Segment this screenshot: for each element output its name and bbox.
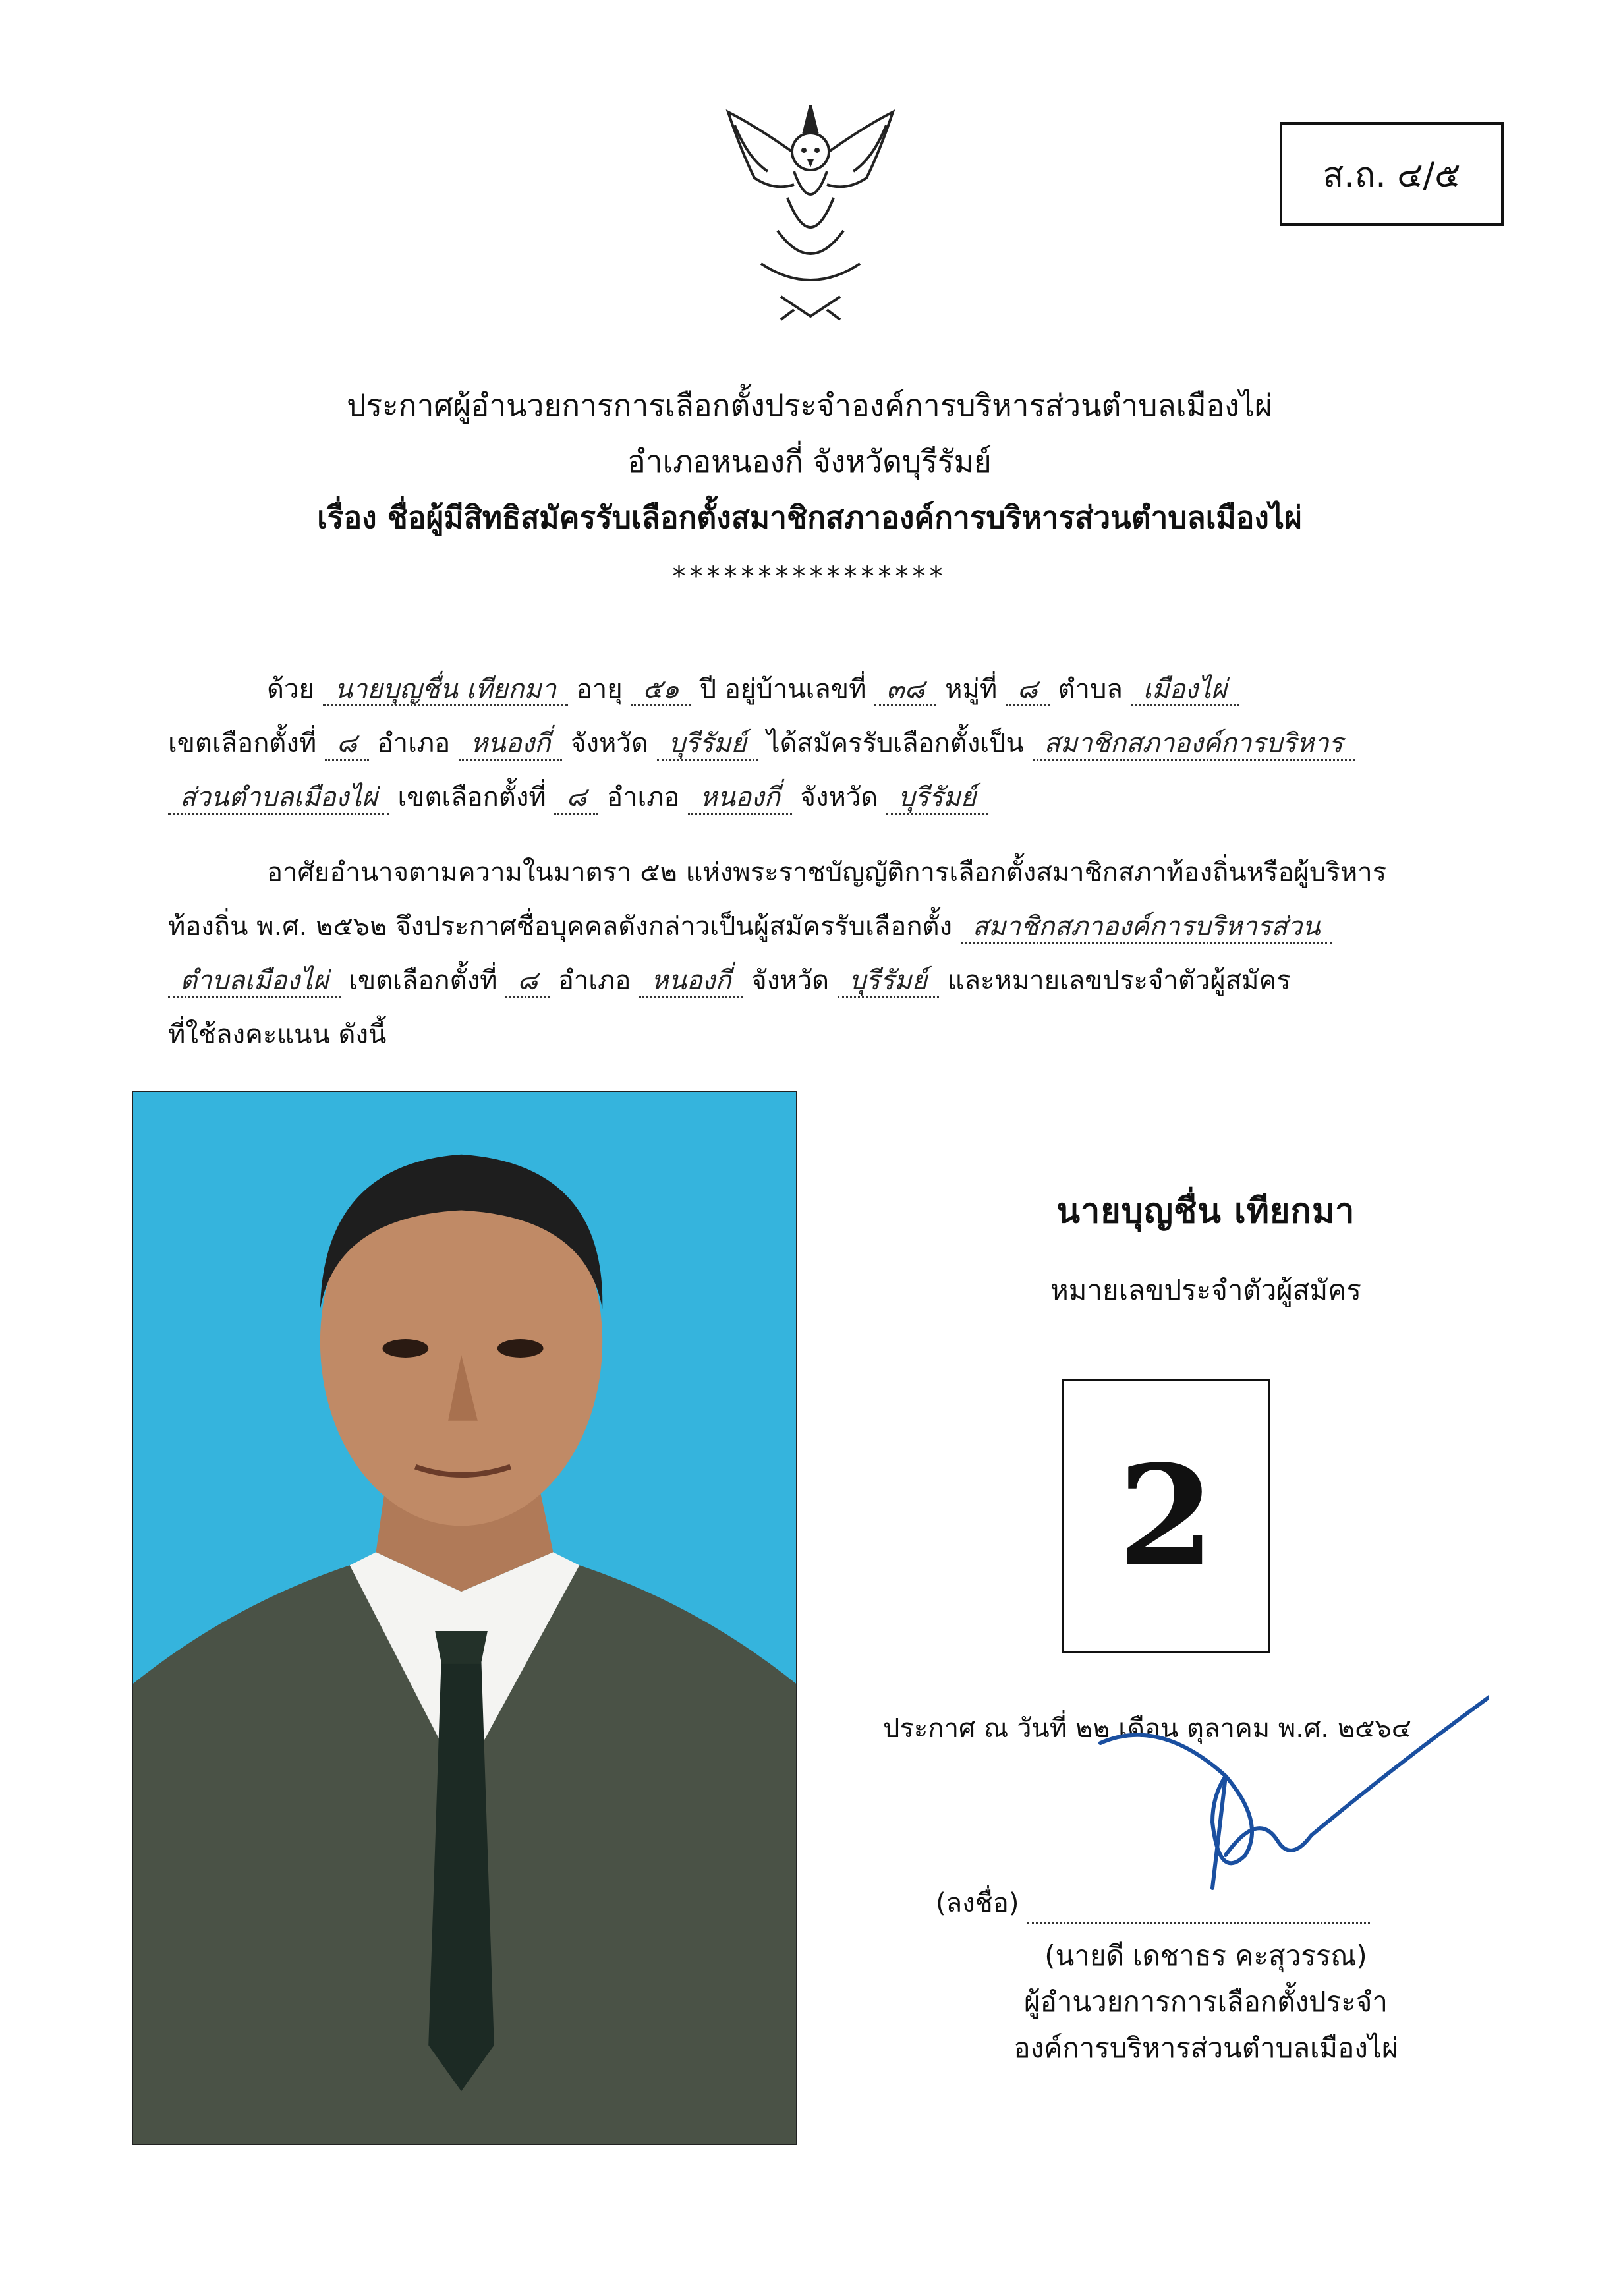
paragraph1-line2: [168, 726, 1460, 761]
zone-field: ๘: [325, 728, 369, 761]
candidate-name: นายบุญชื่น เทียกมา: [1056, 1191, 1355, 1231]
signer-position-line2: องค์การบริหารส่วนตำบลเมืองไผ่: [1013, 2032, 1398, 2064]
text: อายุ: [576, 674, 623, 704]
signature-dotted-line: [1027, 1902, 1370, 1924]
sign-label: (ลงชื่อ): [936, 1888, 1019, 1918]
paragraph1-line1: [168, 672, 1558, 706]
province-field: บุรีรัมย์: [657, 728, 758, 761]
form-code-box: [1280, 122, 1504, 226]
position-field: สมาชิกสภาองค์การบริหารส่วน: [961, 911, 1332, 944]
position-field-cont: ตำบลเมืองไผ่: [168, 965, 341, 998]
paragraph2-line4: ที่ใช้ลงคะแนน ดังนี้: [168, 1019, 387, 1050]
paragraph2-line1: อาศัยอำนาจตามความในมาตรา ๕๒ แห่งพระราชบัญญัติการเลือกตั้งสมาชิกสภาท้องถิ่นหรือผู้บริหาร: [267, 857, 1387, 888]
province-field: บุรีรัมย์: [886, 782, 988, 815]
text: ตำบล: [1058, 674, 1123, 704]
candidate-portrait-photo: [132, 1091, 797, 2145]
announcement-subject: เรื่อง ชื่อผู้มีสิทธิสมัครรับเลือกตั้งสมาชิกสภาองค์การบริหารส่วนตำบลเมืองไผ่: [317, 500, 1302, 535]
age-field: ๕๑: [631, 674, 691, 706]
text: อำเภอ: [607, 782, 680, 813]
form-code: ส.ถ. ๔/๕: [1322, 155, 1461, 195]
house-number-field: ๓๘: [874, 674, 936, 706]
text: เขตเลือกตั้งที่: [168, 728, 317, 759]
signer-position-line1: ผู้อำนวยการการเลือกตั้งประจำ: [1024, 1986, 1388, 2018]
paragraph1-line3: [168, 780, 1460, 815]
text: อำเภอ: [557, 965, 631, 996]
text: อำเภอ: [377, 728, 451, 759]
position-field: สมาชิกสภาองค์การบริหาร: [1033, 728, 1355, 761]
text: เขตเลือกตั้งที่: [397, 782, 546, 813]
announcement-title: ประกาศผู้อำนวยการการเลือกตั้งประจำองค์การบริหารส่วนตำบลเมืองไผ่: [347, 387, 1272, 423]
text: เขตเลือกตั้งที่: [349, 965, 497, 996]
zone-field: ๘: [505, 965, 550, 998]
zone-field: ๘: [554, 782, 598, 815]
garuda-emblem-icon: [715, 99, 906, 323]
candidate-name-field: นายบุญชื่น เทียกมา: [323, 674, 568, 706]
title-divider-stars: ****************: [672, 561, 947, 592]
signer-name: (นายดี เดชาธร คะสุวรรณ): [1044, 1939, 1367, 1972]
text: ท้องถิ่น พ.ศ. ๒๕๖๒ จึงประกาศชื่อบุคคลดังกล่าวเป็นผู้สมัครรับเลือกตั้ง: [168, 911, 953, 942]
text: จังหวัด: [751, 965, 830, 996]
candidate-number: 2: [1118, 1434, 1215, 1597]
text: และหมายเลขประจำตัวผู้สมัคร: [947, 965, 1291, 996]
text: ด้วย: [267, 674, 314, 704]
text: ปี อยู่บ้านเลขที่: [699, 674, 866, 704]
amphoe-field: หนองกี่: [639, 965, 743, 998]
amphoe-field: หนองกี่: [459, 728, 562, 761]
tambon-field: เมืองไผ่: [1131, 674, 1239, 706]
text: จังหวัด: [800, 782, 878, 813]
position-field-cont: ส่วนตำบลเมืองไผ่: [168, 782, 389, 815]
signature-line: [936, 1881, 1370, 1924]
province-field: บุรีรัมย์: [838, 965, 939, 998]
paragraph2-line2: [168, 909, 1460, 944]
text: ได้สมัครรับเลือกตั้งเป็น: [766, 728, 1024, 759]
paragraph2-line3: [168, 963, 1460, 998]
announcement-date: ประกาศ ณ วันที่ ๒๒ เดือน ตุลาคม พ.ศ. ๒๕๖๔: [883, 1713, 1412, 1744]
amphoe-field: หนองกี่: [688, 782, 791, 815]
moo-field: ๘: [1006, 674, 1050, 706]
text: จังหวัด: [571, 728, 648, 759]
candidate-number-box: [1062, 1379, 1270, 1653]
candidate-number-label: หมายเลขประจำตัวผู้สมัคร: [1050, 1274, 1361, 1306]
announcement-location: อำเภอหนองกี่ จังหวัดบุรีรัมย์: [627, 444, 992, 479]
text: หมู่ที่: [945, 674, 998, 704]
